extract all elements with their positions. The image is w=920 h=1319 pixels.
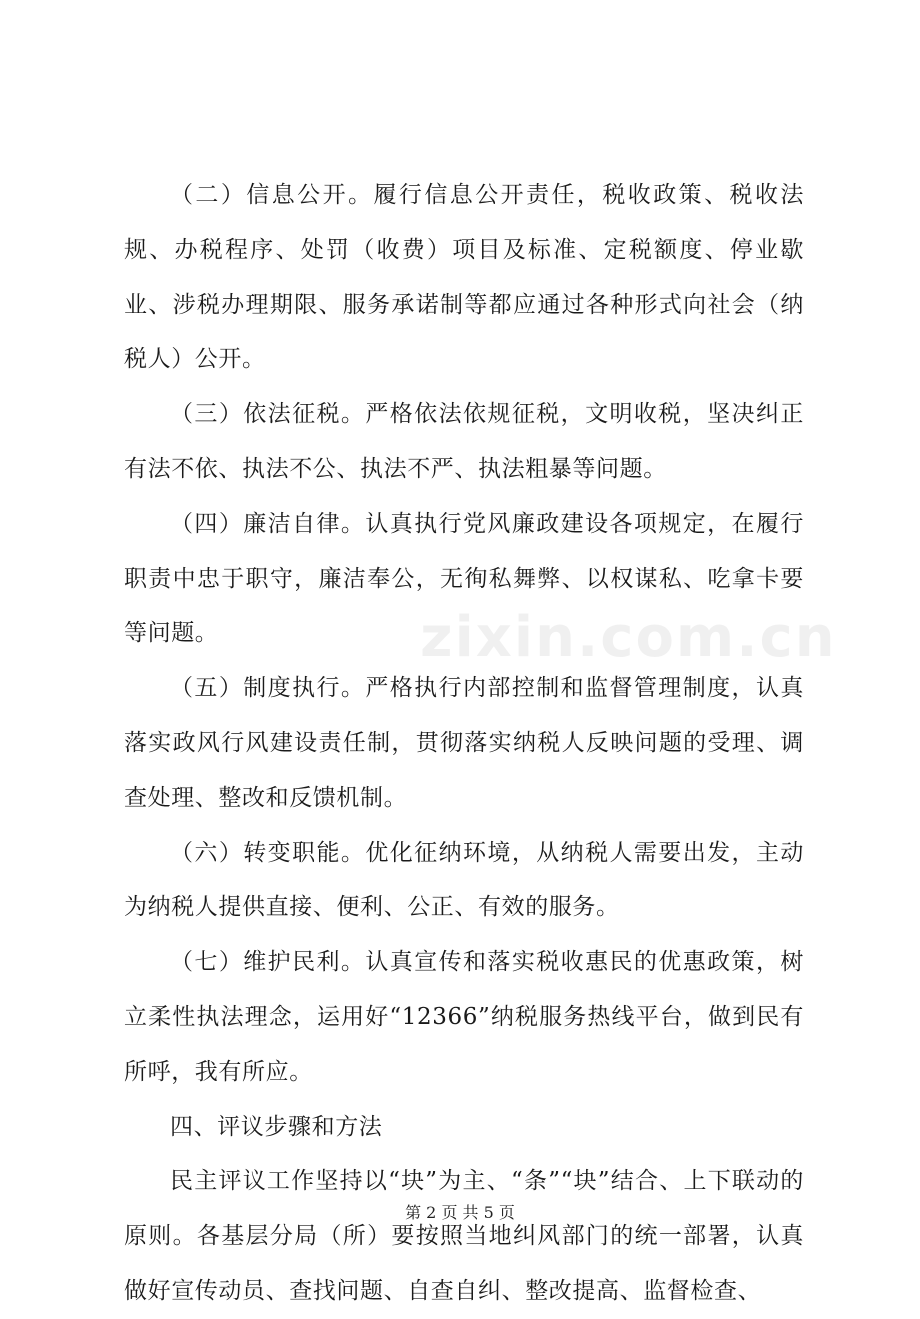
paragraph-integrity: （四）廉洁自律。认真执行党风廉政建设各项规定，在履行职责中忠于职守，廉洁奉公，无徇私舞弊、以权谋私、吃拿卡要等问题。 (124, 510, 804, 647)
page-number-footer: 第 2 页 共 5 页 (405, 1203, 515, 1222)
paragraph-evaluation-principle: 民主评议工作坚持以“块”为主、“条”“块”结合、上下联动的原则。各基层分局（所）要按照当地纠风部门的统一部署，认真做好宣传动员、查找问题、自查自纠、整改提高、监督检查、 (124, 1168, 804, 1304)
document-body (124, 168, 804, 1319)
watermark: zixin.com.cn (420, 605, 837, 670)
paragraph-system-execution: （五）制度执行。严格执行内部控制和监督管理制度，认真落实政风行风建设责任制，贯彻落实纳税人反映问题的受理、调查处理、整改和反馈机制。 (124, 675, 804, 811)
paragraph-lawful-taxation: （三）依法征税。严格依法依规征税，文明收税，坚决纠正有法不依、执法不公、执法不严、执法粗暴等问题。 (124, 401, 804, 482)
section-heading: 四、评议步骤和方法 (170, 1113, 383, 1140)
paragraph-function-transformation: （六）转变职能。优化征纳环境，从纳税人需要出发，主动为纳税人提供直接、便利、公正、有效的服务。 (124, 839, 804, 921)
paragraph-information-disclosure: （二）信息公开。履行信息公开责任，税收政策、税收法规、办税程序、处罚（收费）项目及标准、定税额度、停业歇业、涉税办理期限、服务承诺制等都应通过各种形式向社会（纳税人）公开。 (124, 182, 804, 373)
paragraph-public-interest: （七）维护民利。认真宣传和落实税收惠民的优惠政策，树立柔性执法理念，运用好“12366”纳税服务热线平台，做到民有所呼，我有所应。 (124, 949, 804, 1085)
